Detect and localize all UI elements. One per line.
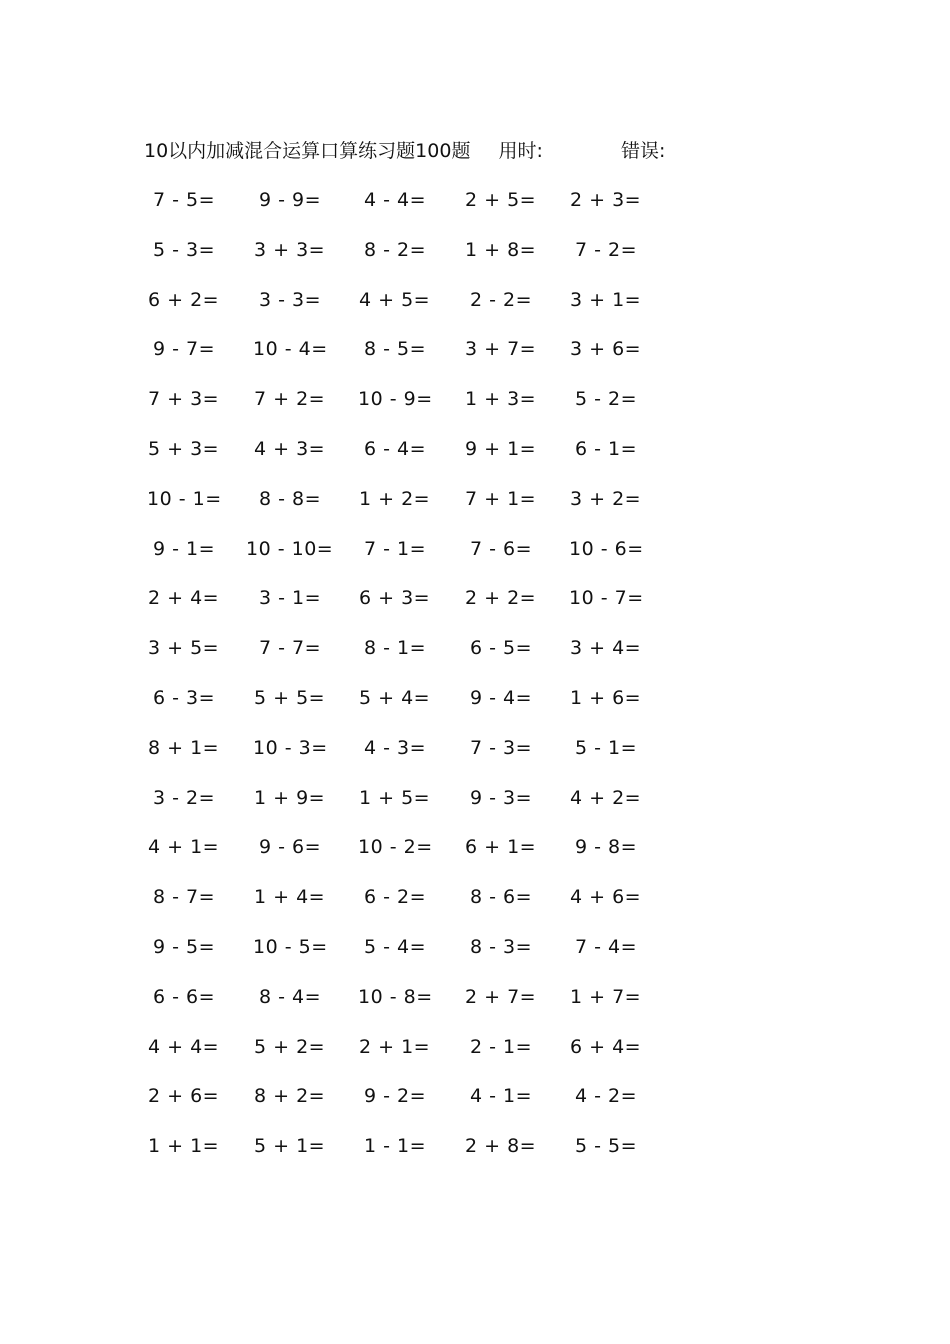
problem-item: 3 + 2=: [570, 487, 642, 510]
problem-item: 9 - 9=: [259, 189, 322, 211]
problem-item: 7 - 5=: [153, 189, 216, 211]
problem-item: 7 - 7=: [259, 637, 322, 660]
problem-item: 10 - 7=: [569, 587, 644, 610]
problem-item: 4 + 2=: [570, 786, 642, 809]
problem-item: 2 + 2=: [465, 587, 537, 610]
problem-item: 10 - 3=: [253, 736, 328, 759]
problem-item: 5 - 3=: [153, 238, 216, 261]
problem-item: 5 - 2=: [575, 388, 638, 411]
problem-row: [0, 831, 950, 881]
problem-item: 3 - 2=: [153, 786, 216, 809]
problem-item: 5 - 4=: [364, 935, 427, 958]
problem-row: [0, 782, 950, 832]
problem-item: 8 - 2=: [364, 238, 427, 261]
problem-item: 9 - 3=: [470, 786, 533, 809]
problem-item: 1 - 1=: [364, 1135, 427, 1158]
problem-row: [0, 533, 950, 583]
problem-item: 3 - 1=: [259, 587, 322, 610]
problem-item: 10 - 1=: [147, 487, 222, 510]
problem-item: 4 + 3=: [254, 437, 326, 460]
problem-item: 10 - 2=: [358, 836, 433, 859]
problem-item: 8 - 3=: [470, 935, 533, 958]
problem-item: 4 + 4=: [148, 1035, 220, 1058]
problem-item: 4 + 6=: [570, 886, 642, 909]
problem-item: 5 + 2=: [254, 1035, 326, 1058]
problem-item: 9 - 4=: [470, 686, 533, 709]
problem-row: [0, 931, 950, 981]
problem-item: 3 + 7=: [465, 338, 537, 361]
problem-row: [0, 732, 950, 782]
problem-item: 5 + 1=: [254, 1135, 326, 1158]
problem-row: [0, 632, 950, 682]
problem-item: 8 - 1=: [364, 637, 427, 660]
problem-item: 7 - 4=: [575, 935, 638, 958]
problem-item: 9 - 1=: [153, 537, 216, 560]
time-label: 用时:: [498, 140, 543, 162]
problem-item: 6 - 2=: [364, 886, 427, 909]
problem-grid: [0, 184, 950, 1180]
errors-label: 错误:: [620, 140, 666, 162]
problem-item: 8 - 6=: [470, 886, 533, 909]
problem-item: 10 - 6=: [569, 537, 644, 560]
problem-item: 6 - 4=: [364, 437, 427, 460]
problem-item: 1 + 9=: [254, 786, 326, 809]
problem-item: 4 - 2=: [575, 1085, 638, 1108]
problem-item: 2 + 5=: [465, 189, 537, 211]
problem-item: 2 - 2=: [470, 288, 533, 311]
worksheet-header: [144, 136, 665, 166]
problem-row: [0, 682, 950, 732]
problem-item: 1 + 7=: [570, 985, 642, 1008]
problem-item: 5 + 5=: [254, 686, 326, 709]
problem-item: 8 - 7=: [153, 886, 216, 909]
problem-item: 6 - 6=: [153, 985, 216, 1008]
problem-item: 8 + 2=: [254, 1085, 326, 1108]
problem-item: 9 - 6=: [259, 836, 322, 859]
problem-row: [0, 234, 950, 284]
problem-item: 9 - 5=: [153, 935, 216, 958]
problem-item: 3 + 6=: [570, 338, 642, 361]
problem-row: [0, 1130, 950, 1180]
problem-item: 10 - 10=: [246, 537, 334, 560]
problem-item: 1 + 6=: [570, 686, 642, 709]
problem-item: 8 - 4=: [259, 985, 322, 1008]
problem-row: [0, 483, 950, 533]
problem-row: [0, 582, 950, 632]
problem-item: 1 + 3=: [465, 388, 537, 411]
problem-row: [0, 333, 950, 383]
problem-item: 8 - 8=: [259, 487, 322, 510]
problem-item: 5 + 3=: [148, 437, 220, 460]
problem-row: [0, 184, 950, 234]
problem-item: 3 + 1=: [570, 288, 642, 311]
problem-item: 6 + 1=: [465, 836, 537, 859]
problem-item: 6 - 5=: [470, 637, 533, 660]
problem-item: 9 - 2=: [364, 1085, 427, 1108]
problem-row: [0, 433, 950, 483]
problem-item: 6 + 3=: [359, 587, 431, 610]
problem-item: 2 + 4=: [148, 587, 220, 610]
problem-item: 6 - 3=: [153, 686, 216, 709]
worksheet-title: 10以内加减混合运算口算练习题100题: [144, 140, 471, 162]
problem-item: 8 + 1=: [148, 736, 220, 759]
problem-item: 1 + 5=: [359, 786, 431, 809]
problem-item: 6 - 1=: [575, 437, 638, 460]
problem-item: 4 - 4=: [364, 189, 427, 211]
problem-item: 3 + 4=: [570, 637, 642, 660]
problem-item: 7 + 1=: [465, 487, 537, 510]
problem-item: 4 - 3=: [364, 736, 427, 759]
problem-item: 10 - 8=: [358, 985, 433, 1008]
problem-item: 3 - 3=: [259, 288, 322, 311]
problem-item: 7 - 1=: [364, 537, 427, 560]
problem-row: [0, 881, 950, 931]
problem-item: 3 + 5=: [148, 637, 220, 660]
problem-item: 6 + 2=: [148, 288, 220, 311]
problem-item: 5 + 4=: [359, 686, 431, 709]
problem-item: 1 + 1=: [148, 1135, 220, 1158]
problem-item: 1 + 4=: [254, 886, 326, 909]
problem-item: 2 + 6=: [148, 1085, 220, 1108]
problem-item: 7 - 2=: [575, 238, 638, 261]
problem-item: 7 - 6=: [470, 537, 533, 560]
problem-item: 1 + 2=: [359, 487, 431, 510]
problem-item: 2 + 3=: [570, 189, 642, 211]
problem-item: 1 + 8=: [465, 238, 537, 261]
problem-item: 10 - 5=: [253, 935, 328, 958]
problem-item: 3 + 3=: [254, 238, 326, 261]
problem-row: [0, 1031, 950, 1081]
problem-item: 6 + 4=: [570, 1035, 642, 1058]
problem-item: 5 - 5=: [575, 1135, 638, 1158]
problem-item: 5 - 1=: [575, 736, 638, 759]
problem-row: [0, 981, 950, 1031]
problem-row: [0, 1080, 950, 1130]
problem-item: 10 - 4=: [253, 338, 328, 361]
problem-item: 2 + 7=: [465, 985, 537, 1008]
problem-item: 4 + 5=: [359, 288, 431, 311]
problem-row: [0, 383, 950, 433]
problem-item: 4 - 1=: [470, 1085, 533, 1108]
problem-item: 8 - 5=: [364, 338, 427, 361]
problem-item: 9 - 8=: [575, 836, 638, 859]
problem-row: [0, 284, 950, 334]
problem-item: 10 - 9=: [358, 388, 433, 411]
problem-item: 7 + 3=: [148, 388, 220, 411]
problem-item: 7 + 2=: [254, 388, 326, 411]
problem-item: 2 - 1=: [470, 1035, 533, 1058]
problem-item: 2 + 8=: [465, 1135, 537, 1158]
problem-item: 2 + 1=: [359, 1035, 431, 1058]
problem-item: 4 + 1=: [148, 836, 220, 859]
problem-item: 9 + 1=: [465, 437, 537, 460]
problem-item: 9 - 7=: [153, 338, 216, 361]
problem-item: 7 - 3=: [470, 736, 533, 759]
